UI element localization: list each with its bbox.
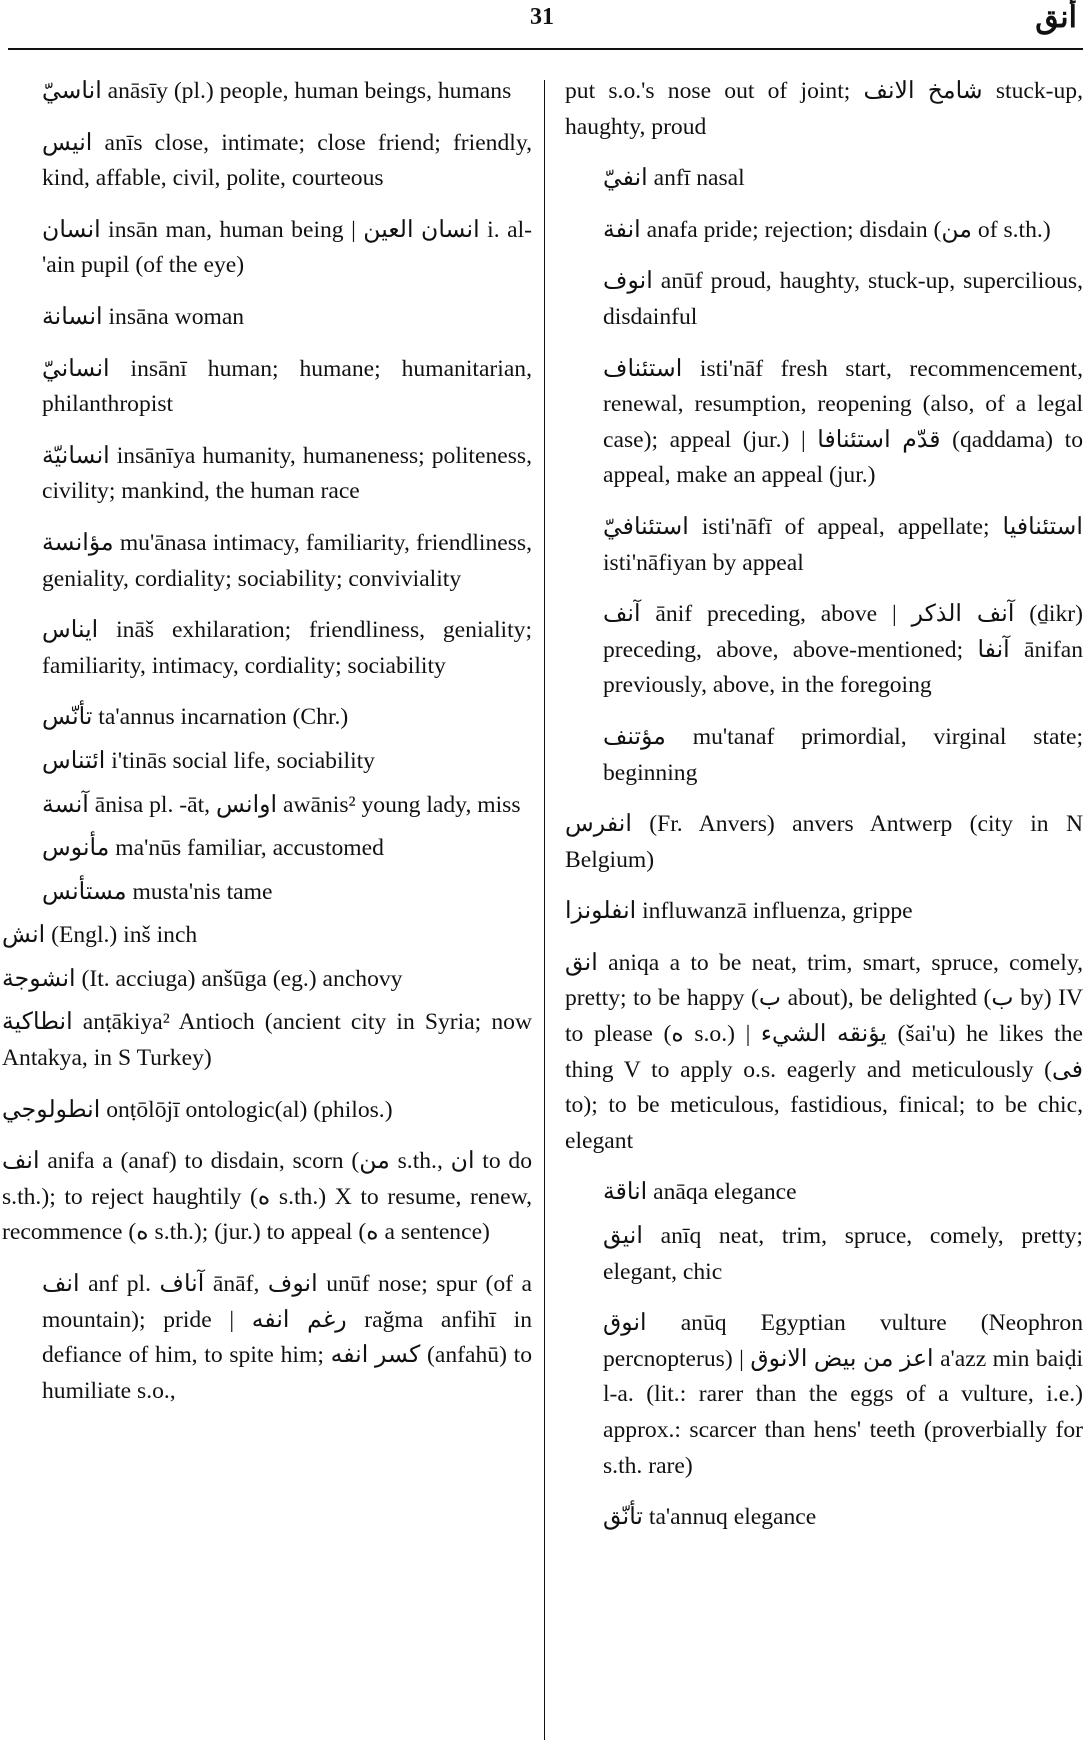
dictionary-entry: ائتناس i'tinās social life, sociability (42, 747, 375, 774)
dictionary-entry: آنسة ānisa pl. -āt, اوانس awānis² young lady, miss (42, 791, 521, 818)
page-number: 31 (530, 4, 554, 30)
dictionary-headword-entry: انش (Engl.) inš inch (2, 922, 198, 949)
dictionary-entry: انوف anūf proud, haughty, stuck-up, supercilious, disdainful (603, 268, 1083, 330)
dictionary-headword-entry: انشوجة (It. acciuga) anšūga (eg.) anchovy (2, 965, 403, 992)
dictionary-entry: مؤانسة mu'ānasa intimacy, familiarity, friendliness, geniality, cordiality; sociability; conviviality (42, 529, 532, 592)
dictionary-entry: اناسيّ anāsīy (pl.) people, human beings, humans (42, 78, 512, 104)
dictionary-entry: استئنافيّ isti'nāfī of appeal, appellate; استئنافيا isti'nāfiyan by appeal (603, 513, 1083, 576)
running-headword: أنق (1035, 1, 1077, 34)
dictionary-entry: تأنّق ta'annuq elegance (603, 1504, 817, 1531)
dictionary-entry: انسانيّة insānīya humanity, humaneness; politeness, civility; mankind, the human race (42, 442, 532, 505)
dictionary-entry: اناقة anāqa elegance (603, 1179, 797, 1206)
header-rule (8, 48, 1083, 50)
dictionary-entry: انسانيّ insānī human; humane; humanitarian, philanthropist (42, 355, 532, 418)
dictionary-entry: انف anf pl. آناف ānāf, انوف unūf nose; spur (of a mountain); pride | رغم انفه rağma anfihī in defiance of him, to spite him; كسر انفه (anfahū) to humiliate s.o., (42, 1271, 532, 1404)
dictionary-entry: انفيّ anfī nasal (603, 165, 745, 192)
dictionary-headword-entry: انفرس (Fr. Anvers) anvers Antwerp (city in N Belgium) (565, 811, 1083, 873)
dictionary-entry: تأنّس ta'annus incarnation (Chr.) (42, 704, 349, 731)
dictionary-entry: مؤتنف mu'tanaf primordial, virginal state; beginning (603, 723, 1083, 786)
dictionary-entry: ايناس ināš exhilaration; friendliness, geniality; familiarity, intimacy, cordiality; sociability (42, 617, 532, 679)
dictionary-entry: انوق anūq Egyptian vulture (Neophron percnopterus) | اعز من بيض الانوق a'azz min baiḍi l-a. (lit.: rarer than the eggs of a vulture, i.e.) approx.: scarcer than hens' teeth (proverbially for s.th. rare) (603, 1310, 1084, 1479)
dictionary-headword-entry: انف anifa a (anaf) to disdain, scorn (من s.th., ان to do s.th.); to reject haughtily (ه s.th.) X to resume, renew, recommence (ه s.th.); (jur.) to appeal (ه a sentence) (2, 1148, 532, 1246)
dictionary-entry: انفة anafa pride; rejection; disdain (من of s.th.) (603, 216, 1051, 243)
dictionary-entry: انسانة insāna woman (42, 303, 245, 330)
page-header (0, 0, 1091, 48)
dictionary-entry: مأنوس ma'nūs familiar, accustomed (42, 835, 384, 862)
dictionary-entry: مستأنس musta'nis tame (42, 878, 273, 905)
dictionary-entry: آنف ānif preceding, above | آنف الذكر (ḏikr) preceding, above, above-mentioned; آنفا ānifan previously, above, in the foregoing (603, 601, 1084, 699)
dictionary-headword-entry: انطاكية anṭākiya² Antioch (ancient city in Syria; now Antakya, in S Turkey) (2, 1009, 532, 1072)
dictionary-headword-entry: انطولوجي onṭōlōjī ontologic(al) (philos.) (2, 1096, 393, 1123)
dictionary-entry: انيس anīs close, intimate; close friend; friendly, kind, affable, civil, polite, courteous (42, 129, 532, 192)
right-column (565, 74, 1084, 1552)
dictionary-headword-entry: انفلونزا influwanzā influenza, grippe (565, 898, 913, 925)
dictionary-entry: انسان insān man, human being | انسان العين i. al-'ain pupil (of the eye) (42, 216, 532, 279)
left-column (2, 74, 532, 1425)
dictionary-headword-entry: انق aniqa a to be neat, trim, smart, spruce, comely, pretty; to be happy (ب about), be delighted (ب by) IV to please (ه s.o.) | يؤنقه الشيء (šai'u) he likes the thing V to apply o.s. eagerly and meticulously (فى to); to be meticulous, fastidious, finical; to be chic, elegant (565, 949, 1083, 1154)
dictionary-entry: استئناف isti'nāf fresh start, recommencement, renewal, resumption, reopening (also, of a legal case); appeal (jur.) | قدّم استئنافا (qaddama) to appeal, make an appeal (jur.) (603, 355, 1083, 489)
dictionary-entry: انيق anīq neat, trim, spruce, comely, pretty; elegant, chic (603, 1223, 1083, 1285)
column-divider (544, 80, 545, 1740)
dictionary-entry-continuation: put s.o.'s nose out of joint; شامخ الانف stuck-up, haughty, proud (565, 78, 1083, 140)
